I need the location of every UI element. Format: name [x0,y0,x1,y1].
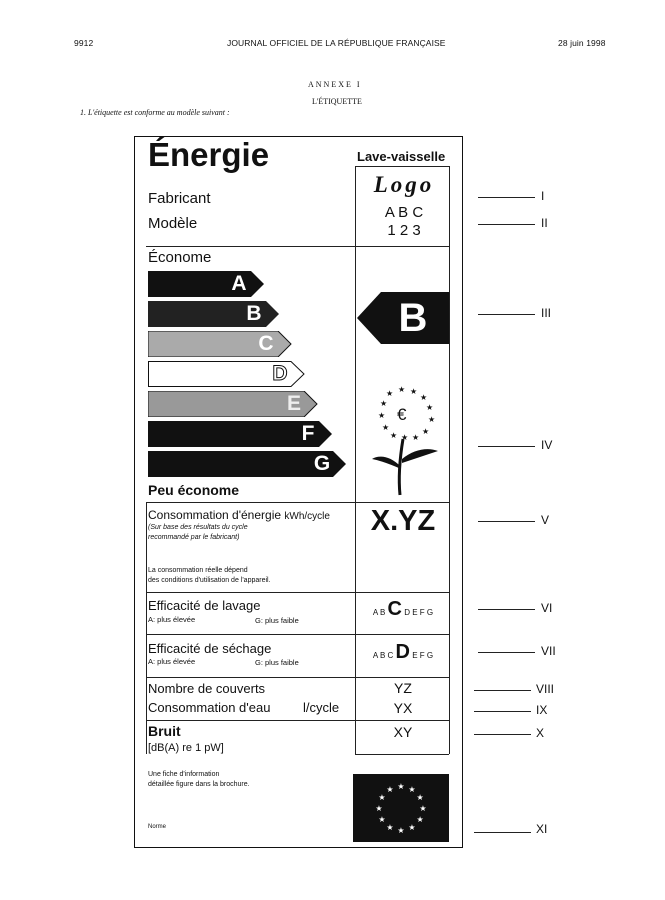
wash-scale-selected: C [387,598,402,620]
eu-flag-star: ★ [419,804,427,813]
ref-numeral: IV [541,438,553,452]
water-label: Consommation d'eau [148,700,271,715]
consumption-title [148,508,330,522]
consumption-value: X.YZ [370,505,436,537]
class-letter-c: C [258,332,274,355]
header-date: 28 juin 1998 [558,38,606,48]
ref-line [478,224,535,225]
ref-line [478,314,535,315]
annex-title: ANNEXE I [308,80,362,89]
eu-flag-star: ★ [397,782,405,791]
water-value: YX [393,700,413,716]
consumption-note-1: (Sur base des résultats du cycle [148,524,248,531]
journal-title: JOURNAL OFFICIEL DE LA RÉPUBLIQUE FRANÇAISE [227,38,446,48]
ref-numeral: X [536,726,545,740]
ref-numeral: V [541,513,550,527]
appliance-type: Lave-vaisselle [357,149,446,164]
ref-line [478,652,535,653]
ref-line [474,734,531,735]
covers-value: YZ [394,680,412,696]
wash-low: G: plus faible [255,616,299,625]
divider [146,246,449,247]
eu-flag-icon [353,774,449,842]
class-letter-f: F [301,422,315,445]
wash-title: Efficacité de lavage [148,598,261,613]
water-unit: l/cycle [303,700,340,715]
fiche-line-2: détaillée figure dans la brochure. [148,781,250,788]
eu-flag-star: ★ [416,815,424,824]
eu-flag-star: ★ [408,823,416,833]
ref-numeral: IX [536,703,548,717]
wash-scale [357,598,449,621]
ref-line [474,832,531,833]
model-abc: A B C [384,204,424,221]
class-letter-e: E [286,392,301,415]
dry-scale-selected: D [395,641,410,663]
annex-intro: 1. L'étiquette est conforme au modèle suivant : [80,108,230,117]
dry-scale-left: A B C [372,651,394,660]
econome-label: Économe [148,249,212,266]
ref-numeral: VIII [536,682,555,696]
class-letter-g: G [313,452,331,475]
eco-label-flower-icon: ★ ★ ★ ★ ★ ★ ★ ★ ★ ★ ★ ★ ★ € [370,385,440,495]
ref-line [478,446,535,447]
ref-line [478,521,535,522]
divider [146,592,449,593]
consumption-title-text: Consommation d'énergie [148,508,282,522]
selected-class-letter: B [398,296,428,340]
wash-high: A: plus élevée [148,615,196,624]
eu-flag-star: ★ [386,784,394,794]
peu-econome-label: Peu économe [148,482,240,498]
divider [355,166,356,502]
annex-subtitle: L'ÉTIQUETTE [312,97,362,106]
eu-flag-star: ★ [397,826,405,835]
ref-numeral: XI [536,822,548,836]
eu-flag-star: ★ [416,793,424,802]
noise-label: Bruit [148,723,181,739]
divider [355,166,449,167]
fiche-line-1: Une fiche d'information [148,771,220,778]
consumption-unit: kWh/cycle [284,511,330,522]
divider [449,502,450,754]
consumption-real-1: La consommation réelle dépend [148,567,248,574]
covers-label: Nombre de couverts [148,681,266,696]
dry-low: G: plus faible [255,658,299,667]
divider [146,502,449,503]
class-letter-a: A [231,272,247,295]
manufacturer-label: Fabricant [148,190,211,207]
dry-title: Efficacité de séchage [148,641,272,656]
eu-flag-star: ★ [386,823,394,833]
ref-line [478,609,535,610]
ref-numeral: I [541,189,545,203]
dry-scale [357,641,449,664]
ref-line [474,690,531,691]
page-number: 9912 [74,38,94,48]
wash-scale-right: D E F G [404,608,434,617]
eu-flag-star: ★ [378,793,386,802]
consumption-note-2: recommandé par le fabricant) [148,534,240,541]
eco-label-letter: € [397,405,407,424]
divider [146,634,449,635]
ref-line [478,197,535,198]
class-letter-d: D [272,362,288,385]
model-label: Modèle [148,215,198,232]
noise-unit: [dB(A) re 1 pW] [148,742,224,754]
noise-value: XY [393,724,413,740]
model-123: 1 2 3 [387,222,421,239]
eu-flag-star: ★ [378,815,386,824]
dry-high: A: plus élevée [148,657,196,666]
ref-numeral: VII [541,644,556,658]
norme-label: Norme [148,824,167,830]
logo-placeholder: Logo [373,172,435,197]
ref-line [474,711,531,712]
divider [355,754,449,755]
consumption-real-2: des conditions d'utilisation de l'appareil. [148,577,271,584]
selected-class-arrow [357,292,449,344]
class-letter-b: B [246,302,262,325]
eu-flag-star: ★ [408,784,416,794]
ref-numeral: II [541,216,548,230]
dry-scale-right: E F G [412,651,434,660]
divider [146,720,449,721]
divider [146,502,147,754]
divider [449,166,450,502]
ref-numeral: III [541,306,552,320]
divider [146,677,449,678]
ref-numeral: VI [541,601,553,615]
wash-scale-left: A B [372,608,386,617]
divider [355,502,356,754]
eu-flag-star: ★ [375,804,383,813]
label-heading: Énergie [148,136,270,173]
